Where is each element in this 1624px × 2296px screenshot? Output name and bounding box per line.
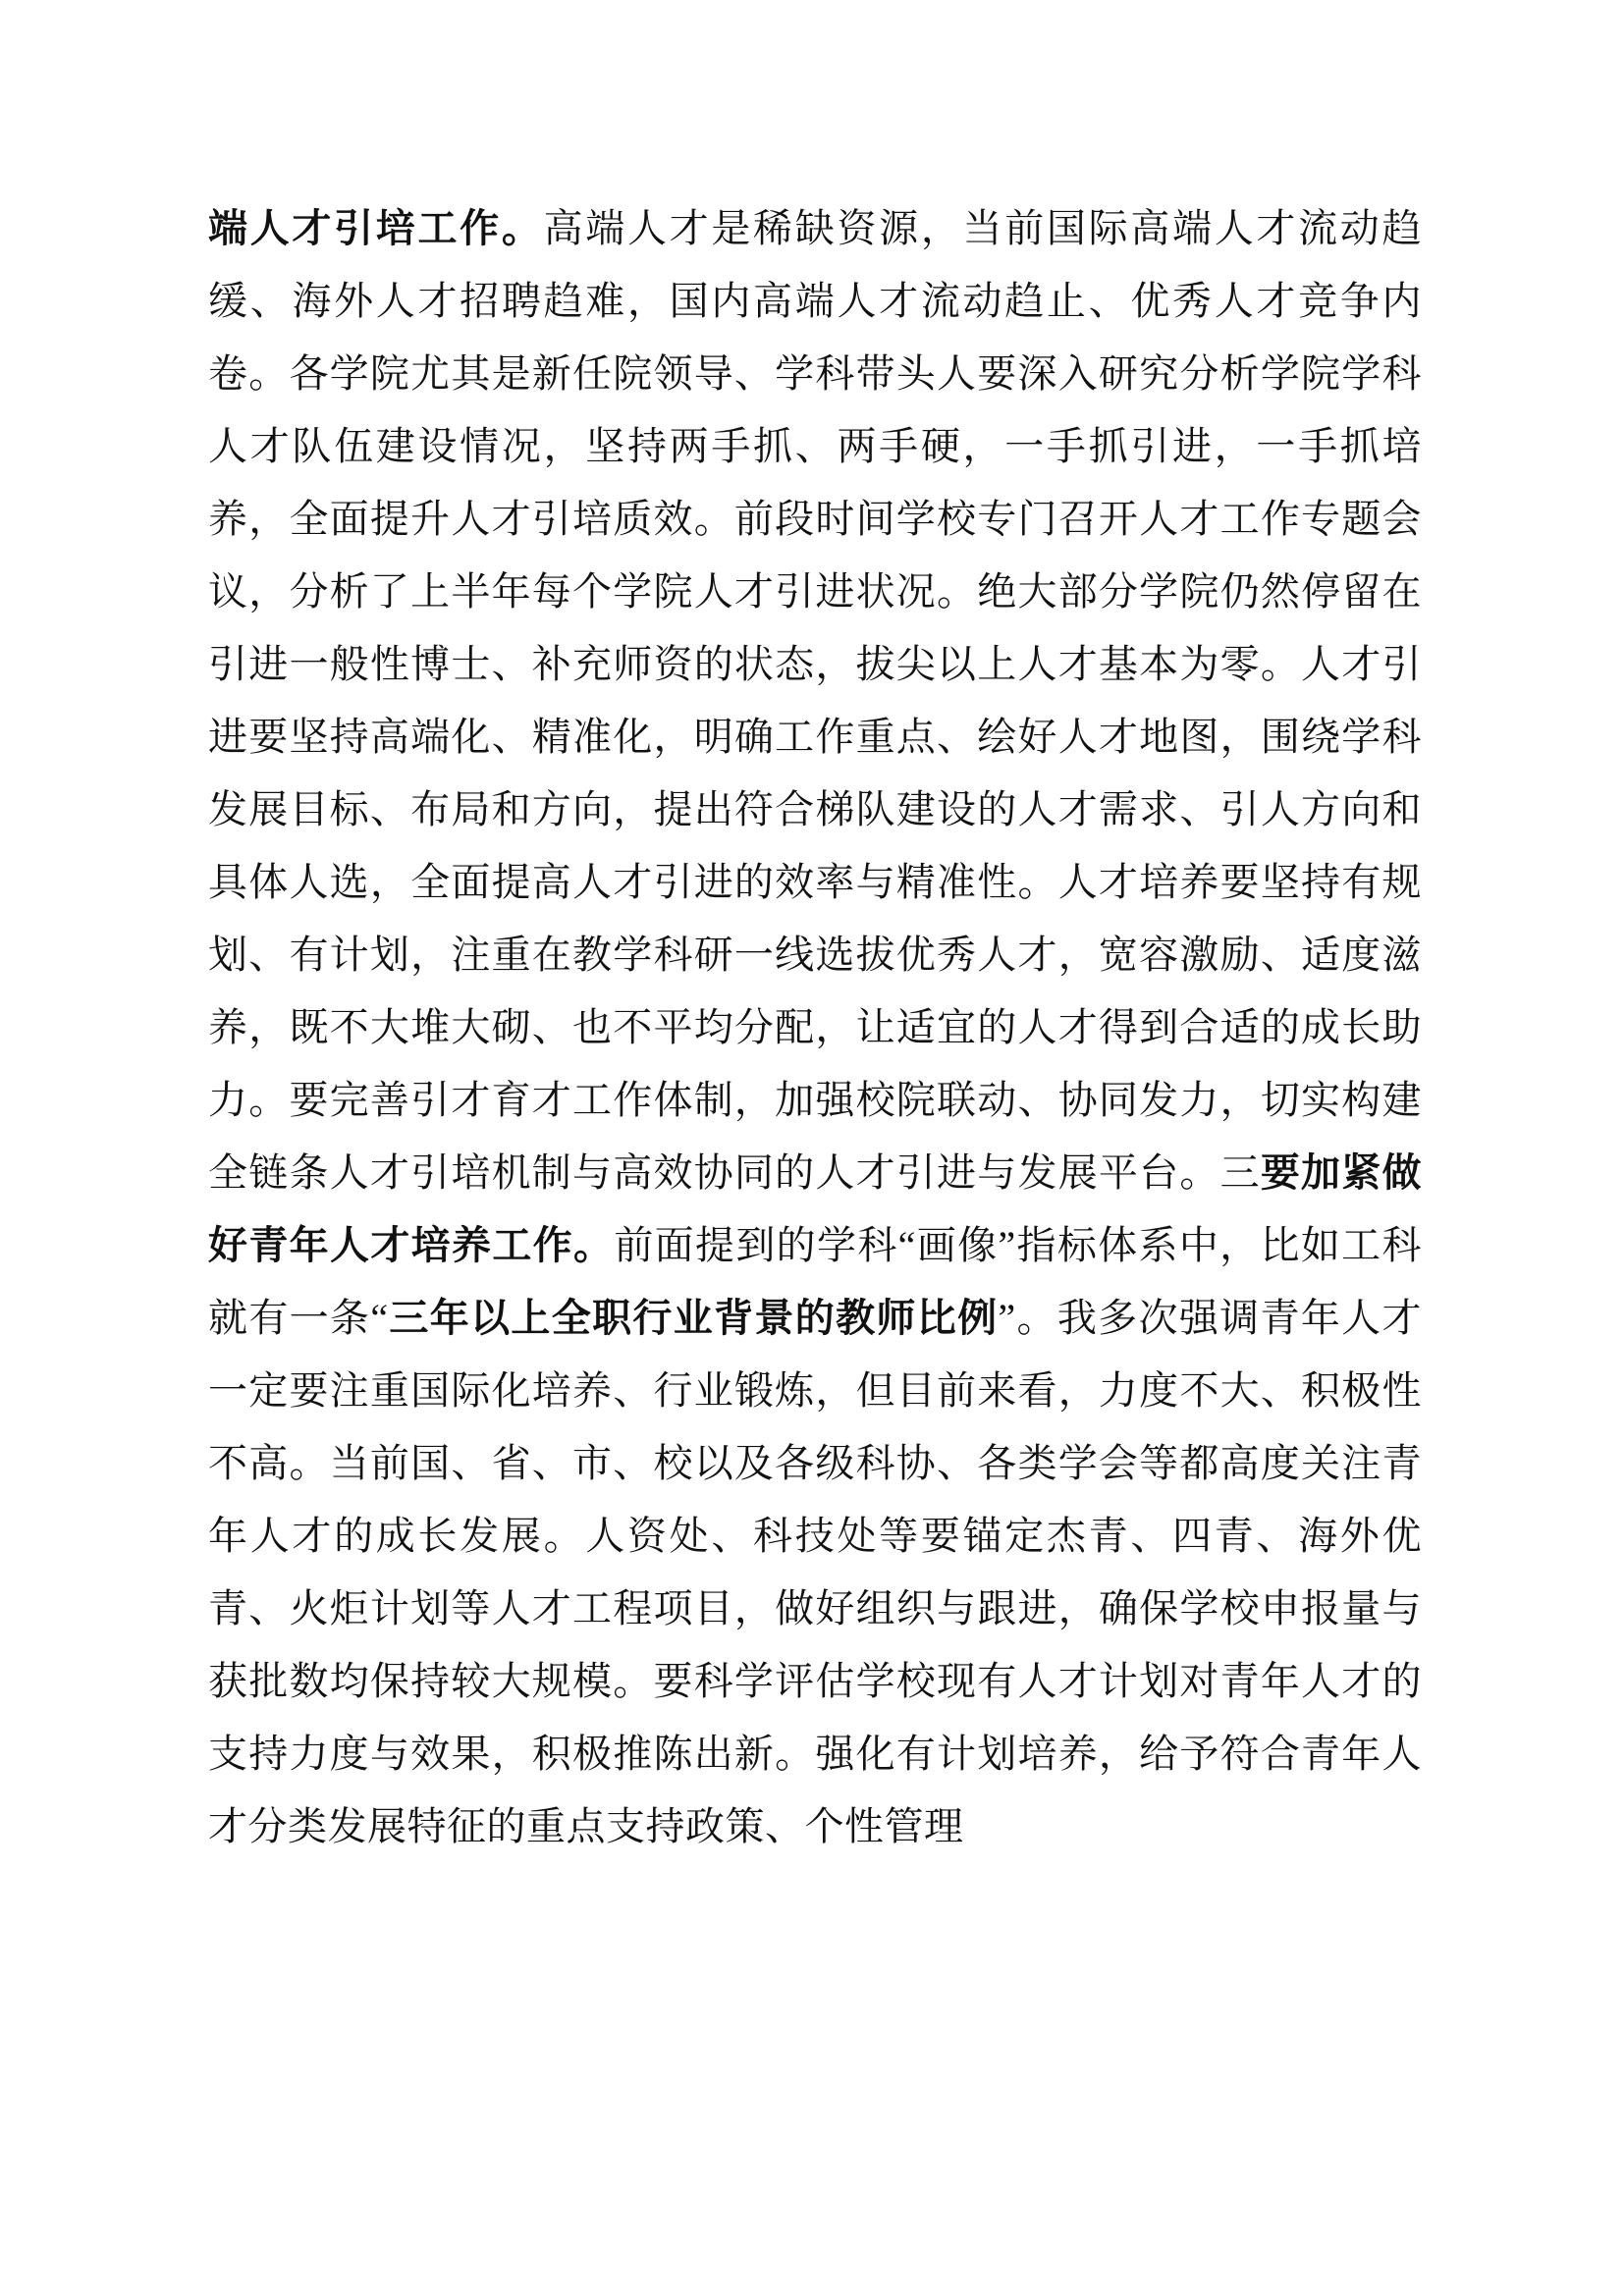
body-paragraph bbox=[208, 192, 1422, 1863]
body-run-3: ”。我多次强调青年人才一定要注重国际化培养、行业锻炼，但目前来看，力度不大、积极性不高。当前国、省、市、校以及各级科协、各类学会等都高度关注青年人才的成长发展。人资处、科技处等要锚定杰青、四青、海外优青、火炬计划等人才工程项目，做好组织与跟进，确保学校申报量与获批数均保持较大规模。要科学评估学校现有人才计划对青年人才的支持力度与效果，积极推陈出新。强化有计划培养，给予符合青年人才分类发展特征的重点支持政策、个性管理 bbox=[208, 1296, 1422, 1848]
heading-run-2: 要加紧做好青年人才培养工作。 bbox=[208, 1150, 1423, 1267]
body-run-1: 高端人才是稀缺资源，当前国际高端人才流动趋缓、海外人才招聘趋难，国内高端人才流动趋止、优秀人才竞争内卷。各学院尤其是新任院领导、学科带头人要深入研究分析学院学科人才队伍建设情况，坚持两手抓、两手硬，一手抓引进，一手抓培养，全面提升人才引培质效。前段时间学校专门召开人才工作专题会议，分析了上半年每个学院人才引进状况。绝大部分学院仍然停留在引进一般性博士、补充师资的状态，拔尖以上人才基本为零。人才引进要坚持高端化、精准化，明确工作重点、绘好人才地图，围绕学科发展目标、布局和方向，提出符合梯队建设的人才需求、引人方向和具体人选，全面提高人才引进的效率与精准性。人才培养要坚持有规划、有计划，注重在教学科研一线选拔优秀人才，宽容激励、适度滋养，既不大堆大砌、也不平均分配，让适宜的人才得到合适的成长助力。要完善引才育才工作体制，加强校院联动、协同发力，切实构建全链条人才引培机制与高效协同的人才引进与发展平台。三 bbox=[208, 206, 1423, 1195]
document-text-column bbox=[208, 192, 1422, 1863]
body-run-2: 前面提到的学科“画像”指标体系中，比如工科就有一条“ bbox=[208, 1223, 1422, 1340]
heading-run-1: 端人才引培工作。 bbox=[208, 206, 544, 250]
quoted-indicator: 三年以上全职行业背景的教师比例 bbox=[388, 1296, 999, 1340]
